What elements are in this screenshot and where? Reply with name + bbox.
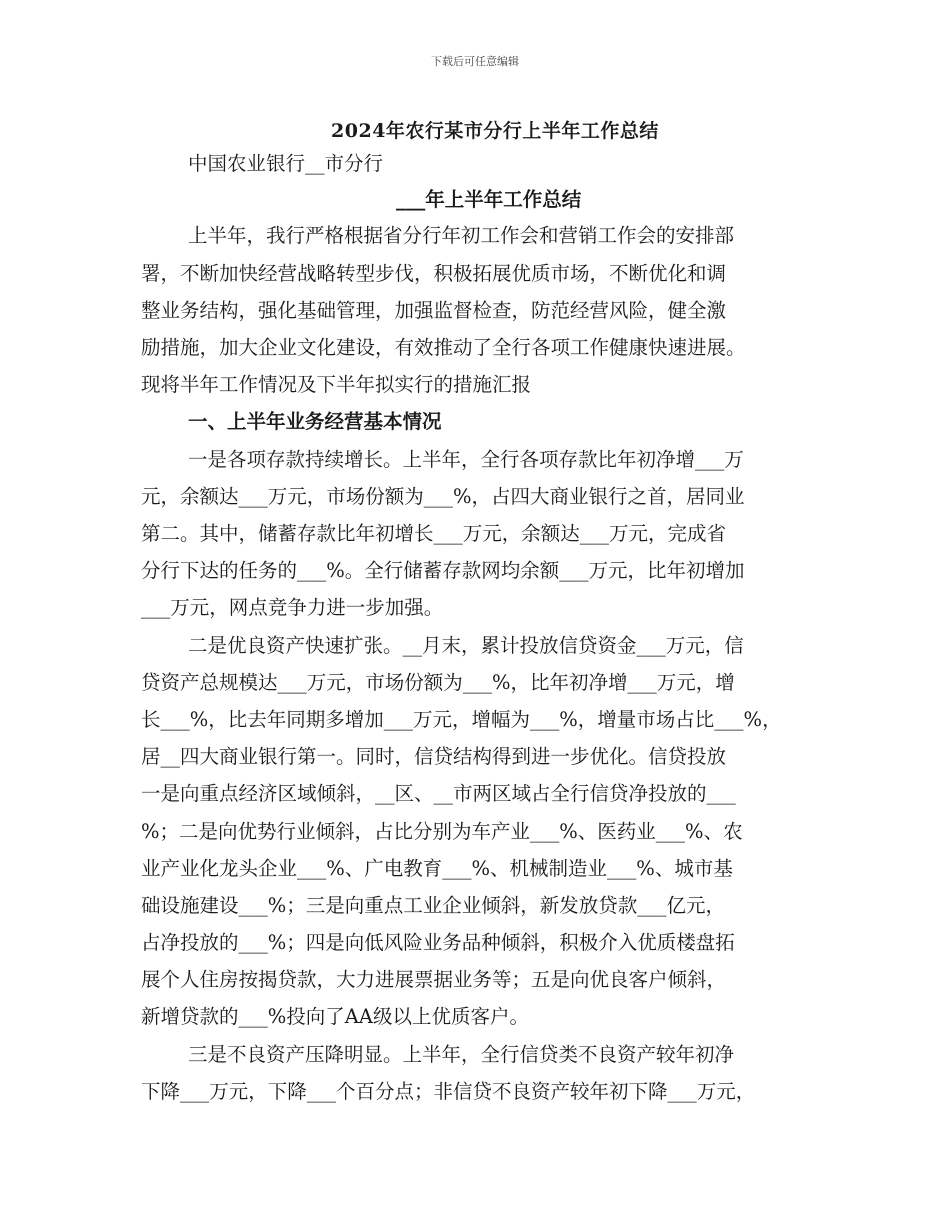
paragraph-line: 元，余额达___万元，市场份额为___%，占四大商业银行之首，居同业 bbox=[141, 485, 745, 508]
paragraph-line: 上半年，我行严格根据省分行年初工作会和营销工作会的安排部 bbox=[188, 224, 735, 247]
paragraph-line: 一是各项存款持续增长。上半年，全行各项存款比年初净增___万 bbox=[188, 448, 744, 471]
paragraph-line: 现将半年工作情况及下半年拟实行的措施汇报 bbox=[141, 373, 532, 396]
heading-line: ___年上半年工作总结 bbox=[396, 188, 582, 211]
paragraph-line: 展个人住房按揭贷款，大力进展票据业务等；五是向优良客户倾斜， bbox=[141, 968, 727, 991]
paragraph-line: 贷资产总规模达___万元，市场份额为___%，比年初净增___万元，增 bbox=[141, 671, 735, 694]
paragraph-line: 占净投放的___%；四是向低风险业务品种倾斜，积极介入优质楼盘拓 bbox=[141, 931, 735, 954]
paragraph-line: 分行下达的任务的___%。全行储蓄存款网均余额___万元，比年初增加 bbox=[141, 559, 745, 582]
paragraph-line: 新增贷款的___%投向了AA级以上优质客户。 bbox=[141, 1005, 529, 1028]
paragraph-line: 中国农业银行__市分行 bbox=[188, 152, 384, 175]
paragraph-line: 三是不良资产压降明显。上半年，全行信贷类不良资产较年初净 bbox=[188, 1043, 735, 1066]
paragraph-line: ___万元，网点竞争力进一步加强。 bbox=[141, 596, 444, 619]
paragraph-line: 长___%，比去年同期多增加___万元，增幅为___%，增量市场占比___%， bbox=[141, 708, 782, 731]
paragraph-line: 署，不断加快经营战略转型步伐，积极拓展优质市场，不断优化和调 bbox=[141, 262, 727, 285]
header-note: 下载后可任意编辑 bbox=[431, 55, 519, 68]
document-title: 2024年农行某市分行上半年工作总结 bbox=[331, 120, 659, 142]
paragraph-line: 居__四大商业银行第一。同时，信贷结构得到进一步优化。信贷投放 bbox=[141, 745, 727, 768]
paragraph-line: 整业务结构，强化基础管理，加强监督检查，防范经营风险，健全激 bbox=[141, 299, 727, 322]
paragraph-line: 励措施，加大企业文化建设，有效推动了全行各项工作健康快速进展。 bbox=[141, 336, 746, 359]
paragraph-line: 业产业化龙头企业___%、广电教育___%、机械制造业___%、城市基 bbox=[141, 857, 733, 880]
paragraph-line: 二是优良资产快速扩张。__月末，累计投放信贷资金___万元，信 bbox=[188, 634, 744, 657]
paragraph-line: 下降___万元，下降___个百分点；非信贷不良资产较年初下降___万元， bbox=[141, 1080, 756, 1103]
paragraph-line: %；二是向优势行业倾斜，占比分别为车产业___%、医药业___%、农 bbox=[141, 820, 743, 843]
heading-line: 一、上半年业务经营基本情况 bbox=[188, 410, 442, 433]
paragraph-line: 础设施建设___%；三是向重点工业企业倾斜，新发放贷款___亿元， bbox=[141, 894, 726, 917]
paragraph-line: 第二。其中，储蓄存款比年初增长___万元，余额达___万元，完成省 bbox=[141, 522, 727, 545]
paragraph-line: 一是向重点经济区域倾斜，__区、__市两区域占全行信贷净投放的___ bbox=[141, 782, 736, 805]
